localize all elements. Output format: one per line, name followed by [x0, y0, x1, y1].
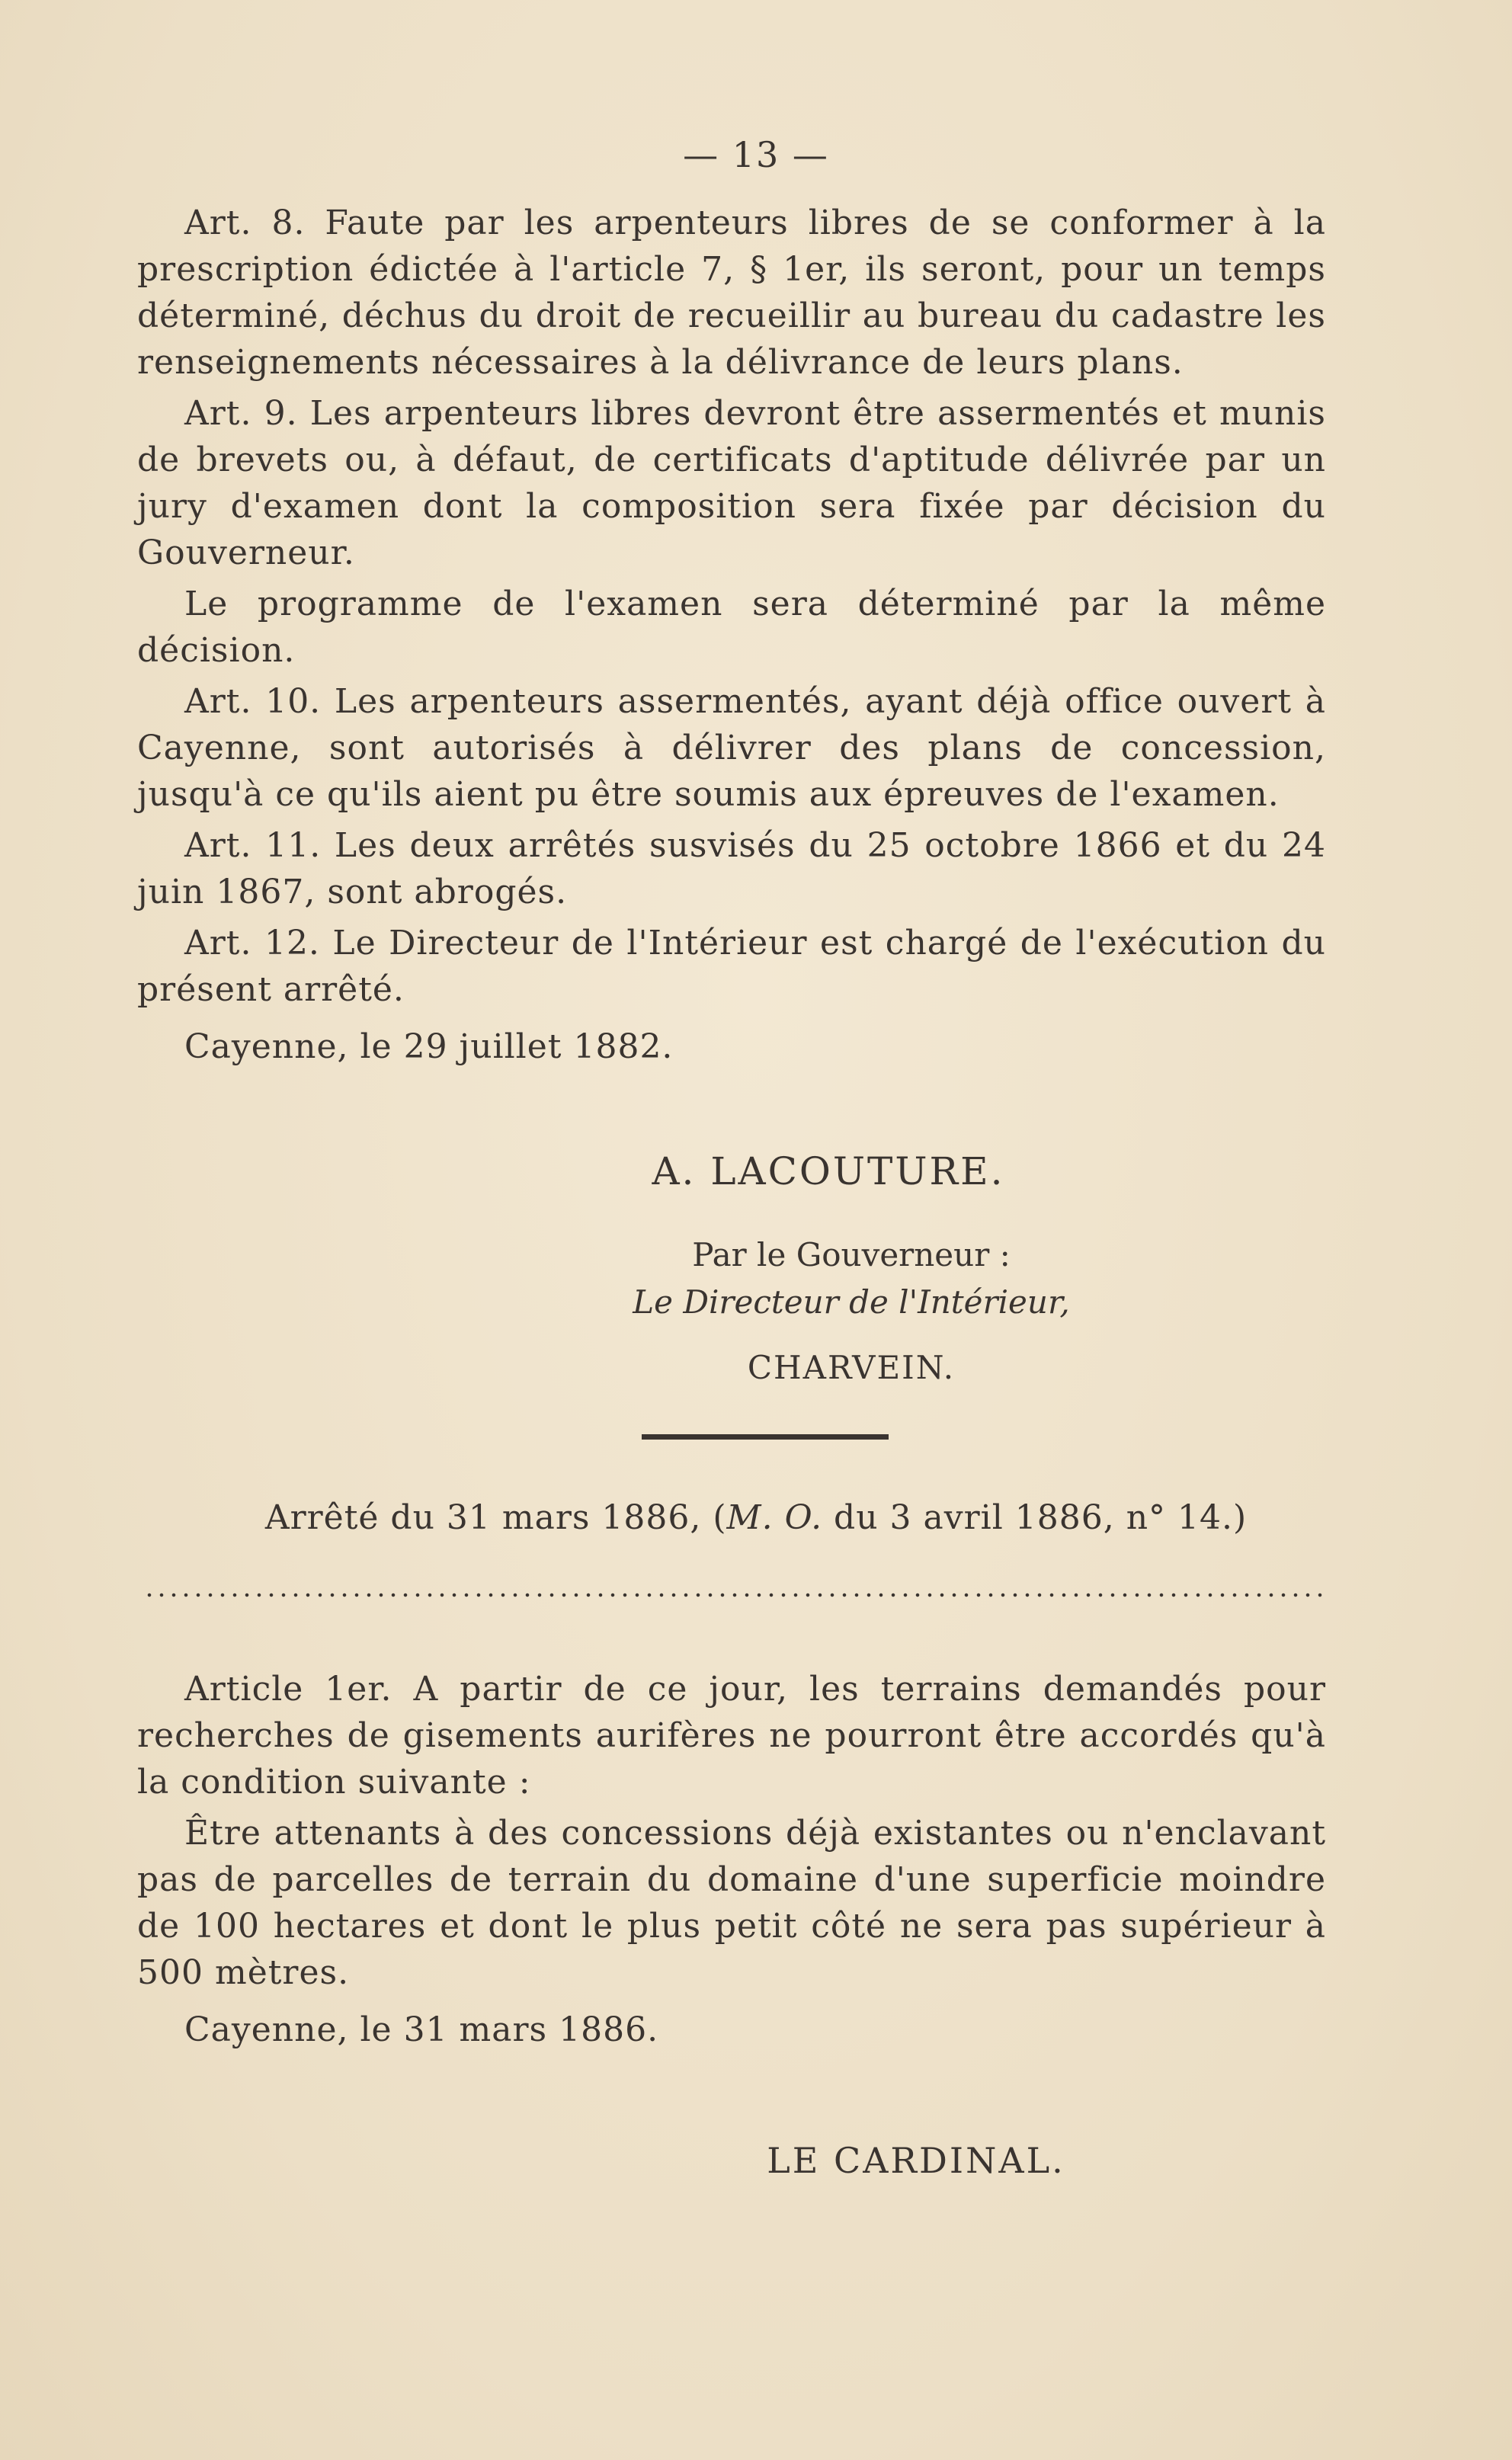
- arrete-1886-block: [137, 1666, 1326, 2053]
- signature-directeur-title: Le Directeur de l'Intérieur,: [633, 1283, 1070, 1321]
- article-11: Art. 11. Les deux arrêtés susvisés du 25 octobre 1866 et du 24 juin 1867, sont abrogés.: [137, 826, 1326, 911]
- article-8: Art. 8. Faute par les arpenteurs libres de se conformer à la prescription édictée à l'article 7, § 1er, ils seront, pour un temps déterminé, déchus du droit de recueillir au bureau du cadastre les renseignements nécessaires à la délivrance de leurs plans.: [137, 203, 1326, 382]
- arrete-heading: [0, 1498, 1512, 1537]
- arrete-heading-prefix: Arrêté du 31 mars 1886, (: [264, 1498, 727, 1537]
- section-divider: [642, 1434, 889, 1440]
- arrete-heading-source: M. O.: [726, 1498, 823, 1537]
- signature-lacouture: A. LACOUTURE.: [652, 1149, 1005, 1193]
- article-10: Art. 10. Les arpenteurs assermentés, ayant déjà office ouvert à Cayenne, sont autorisés à délivrer des plans de concession, jusqu'à ce qu'ils aient pu être soumis aux épreuves de l'examen.: [137, 682, 1326, 814]
- articles-block: [137, 200, 1326, 1070]
- signature-par-gouverneur: Par le Gouverneur :: [692, 1236, 1011, 1273]
- article-12: Art. 12. Le Directeur de l'Intérieur est chargé de l'exécution du présent arrêté.: [137, 924, 1326, 1009]
- signature-le-cardinal: LE CARDINAL.: [767, 2140, 1065, 2181]
- signature-charvein: CHARVEIN.: [747, 1349, 956, 1386]
- article-1: Article 1er. A partir de ce jour, les terrains demandés pour recherches de gisements aurifères ne pourront être accordés qu'à la condition suivante :: [137, 1670, 1326, 1802]
- place-date-1886: Cayenne, le 31 mars 1886.: [184, 2010, 659, 2049]
- dotted-separator: [143, 1593, 1329, 1597]
- article-9-programme: Le programme de l'examen sera déterminé par la même décision.: [137, 585, 1326, 670]
- arrete-heading-suffix: du 3 avril 1886, n° 14.): [822, 1498, 1248, 1537]
- article-1-condition: Être attenants à des concessions déjà existantes ou n'enclavant pas de parcelles de terrain du domaine d'une superficie moindre de 100 hectares et dont le plus petit côté ne sera pas supérieur à 500 mètres.: [137, 1814, 1326, 1992]
- article-9: Art. 9. Les arpenteurs libres devront être assermentés et munis de brevets ou, à défaut, de certificats d'aptitude délivrée par un jury d'examen dont la composition sera fixée par décision du Gouverneur.: [137, 394, 1326, 572]
- page-number: — 13 —: [683, 134, 829, 175]
- place-date-1882: Cayenne, le 29 juillet 1882.: [184, 1027, 674, 1066]
